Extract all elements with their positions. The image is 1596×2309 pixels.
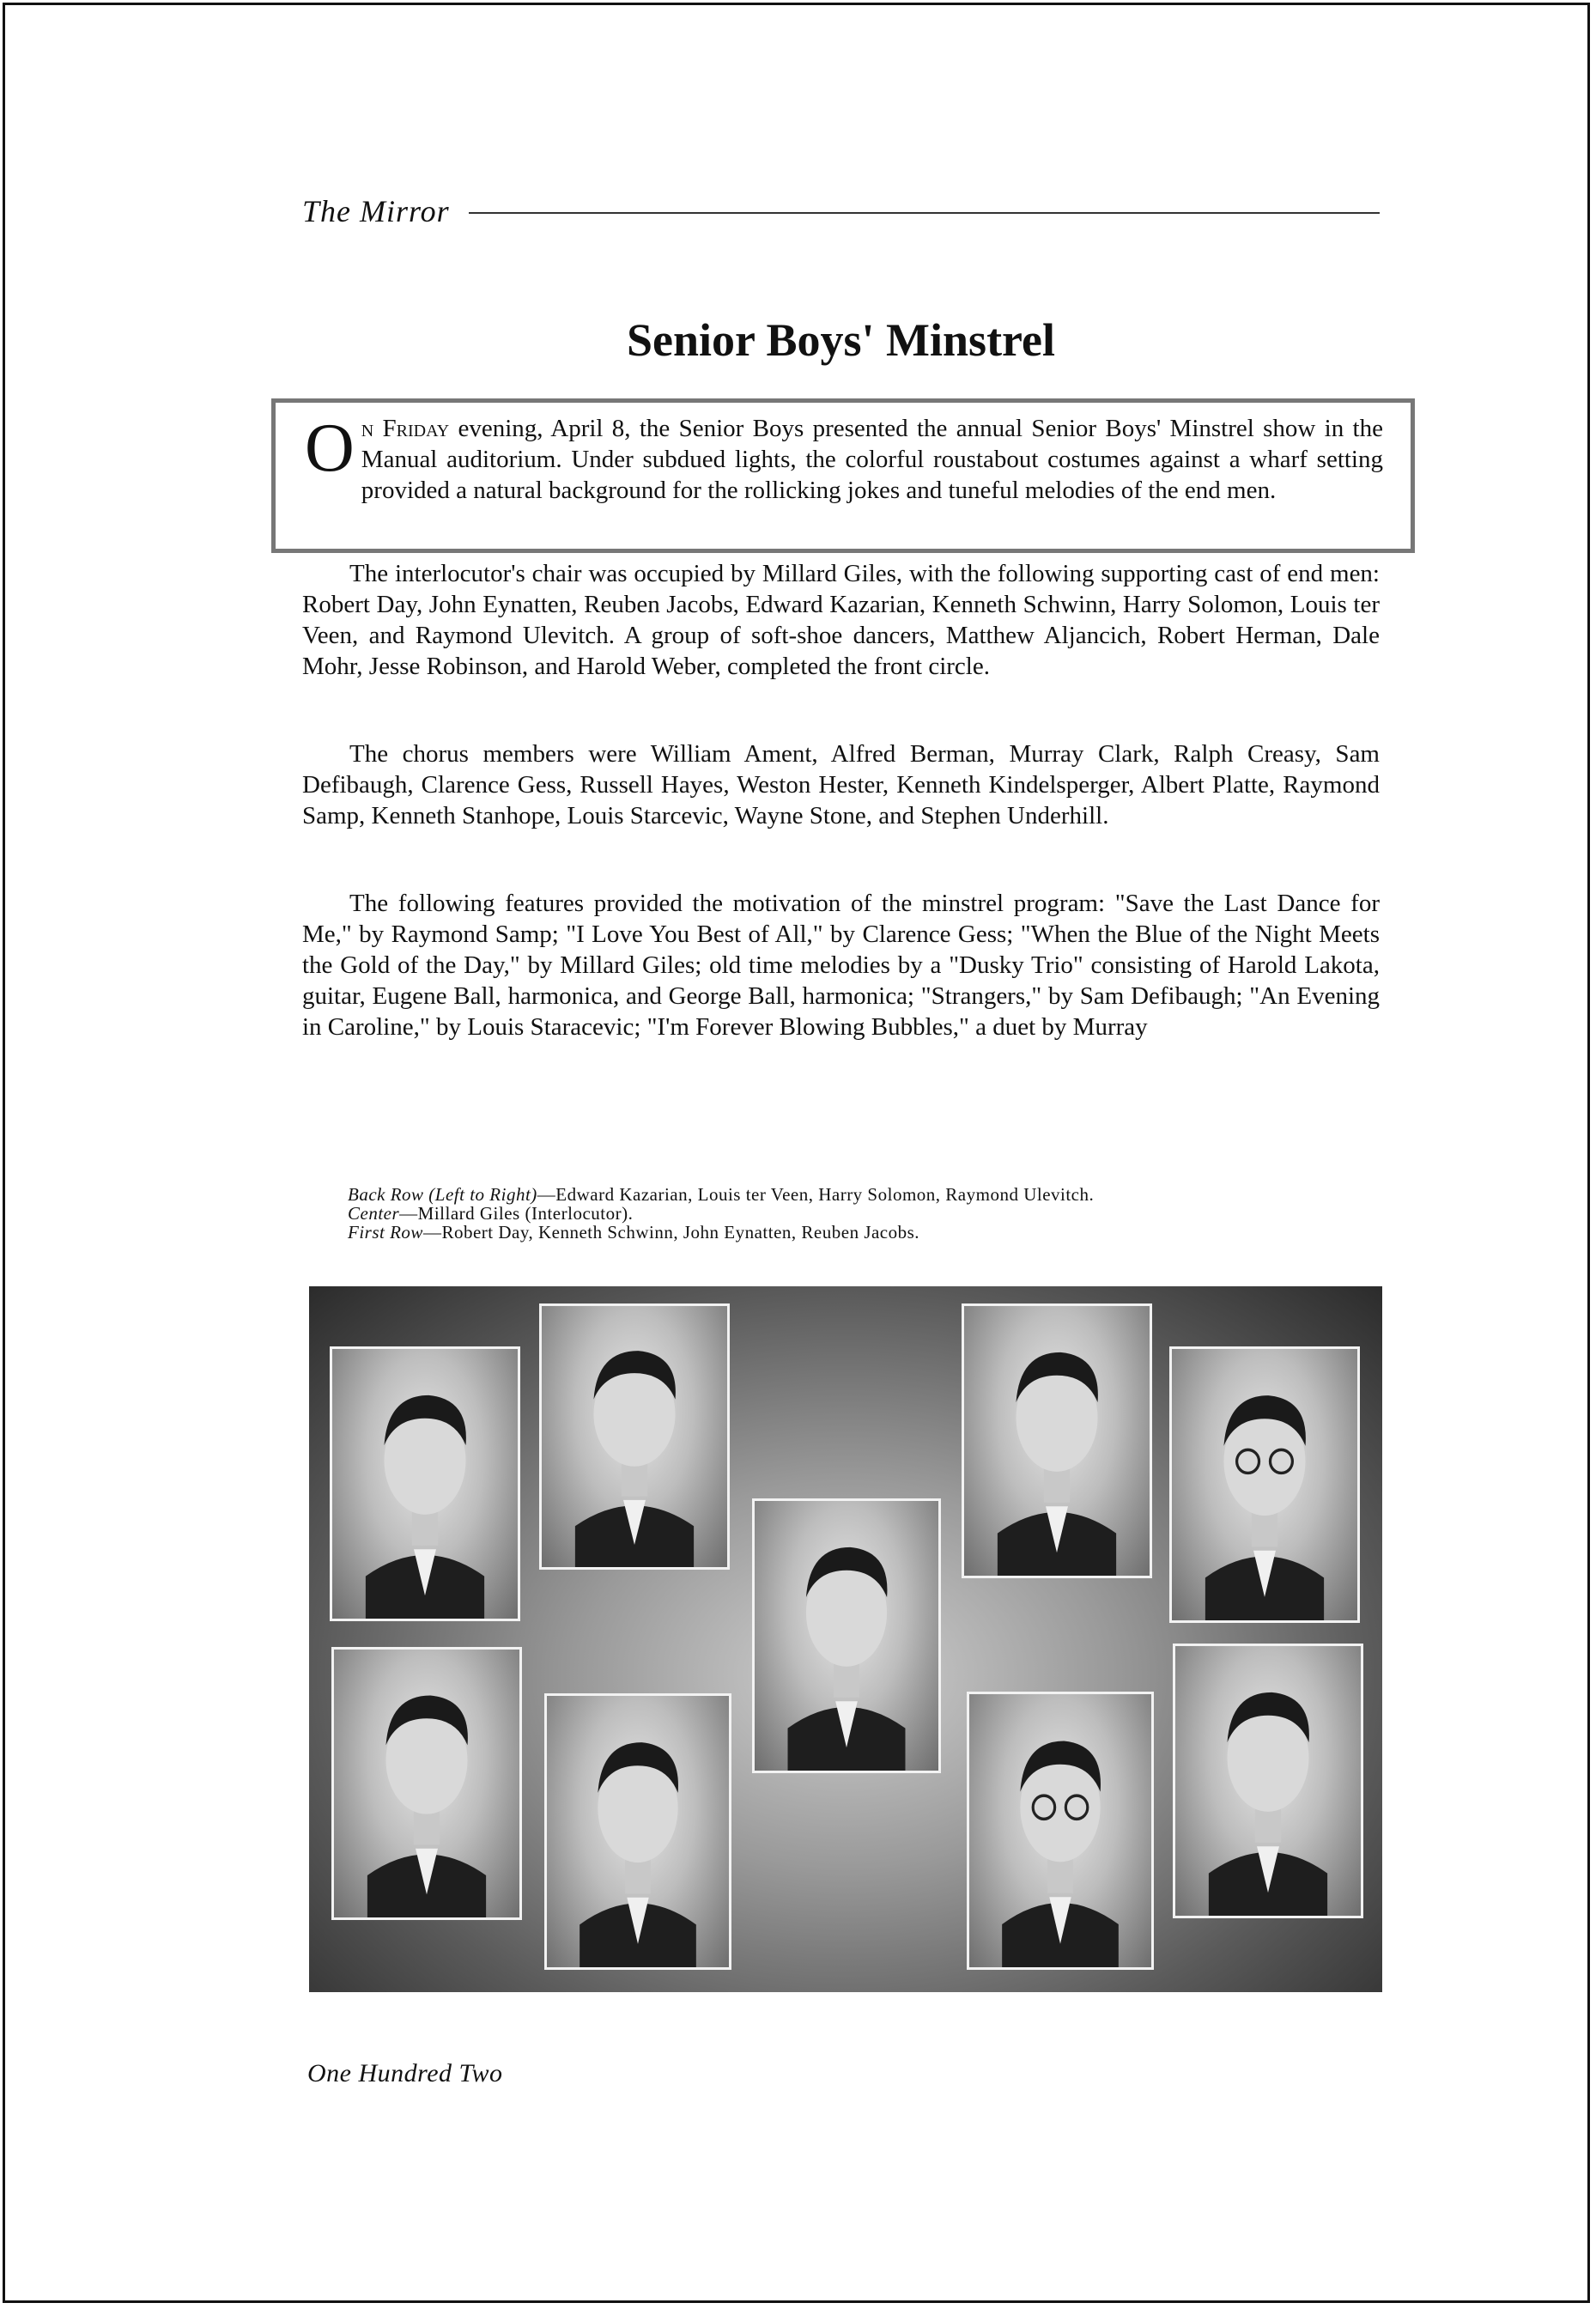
caption-back-row: Back Row (Left to Right)—Edward Kazarian, Louis ter Veen, Harry Solomon, Raymond Ulevitch. <box>348 1184 1095 1205</box>
portrait-photo <box>330 1346 520 1621</box>
drop-cap: O <box>305 410 355 486</box>
portrait-photo <box>962 1303 1152 1578</box>
portrait-photo <box>1169 1346 1360 1623</box>
portrait-photo <box>967 1692 1154 1970</box>
lead-smallcaps: n Friday <box>361 415 450 442</box>
paragraph-cast: The interlocutor's chair was occupied by Millard Giles, with the following supporting cast of end men: Robert Day, John Eynatten, Reuben Jacobs, Edward Kazarian, Kenneth Schwinn, Harry Solomon, Louis ter Veen, and Raymond Ulevitch. A group of soft-shoe dancers, Matthew Aljancich, Robert Herman, Dale Mohr, Jesse Robinson, and Harold Weber, completed the front circle. <box>302 560 1380 680</box>
article-title: Senior Boys' Minstrel <box>626 314 1056 366</box>
portrait-photo <box>539 1303 730 1570</box>
caption-center: Center—Millard Giles (Interlocutor). <box>348 1203 634 1224</box>
paragraph-features: The following features provided the motivation of the minstrel program: "Save the Last Dance for Me," by Raymond Samp; "I Love You Best of All," by Clarence Gess; "When the Blue of the Night Meets the Gold of the Day," by Millard Giles; old time melodies by a "Dusky Trio" consisting of Harold Lakota, guitar, Eugene Ball, harmonica, and George Ball, harmonica; "Strangers," by Sam Defibaugh; "An Evening in Caroline," by Louis Staracevic; "I'm Forever Blowing Bubbles," a duet by Murray <box>302 890 1380 1041</box>
portrait-photo <box>331 1647 522 1920</box>
lead-paragraph-box <box>271 398 1415 553</box>
group-photo-panel <box>309 1286 1382 1992</box>
header-rule <box>469 212 1380 214</box>
running-head <box>302 191 1380 232</box>
page-number: One Hundred Two <box>307 2059 503 2087</box>
portrait-photo <box>544 1693 731 1970</box>
lead-text: evening, April 8, the Senior Boys presented the annual Senior Boys' Minstrel show in the Manual auditorium. Under subdued lights, the colorful roustabout costumes against a wharf setting provided a natural background for the rollicking jokes and tuneful melodies of the end men. <box>361 415 1383 504</box>
photo-caption <box>348 1185 1378 1242</box>
paragraph-chorus: The chorus members were William Ament, Alfred Berman, Murray Clark, Ralph Creasy, Sam Defibaugh, Clarence Gess, Russell Hayes, Weston Hester, Kenneth Kindelsperger, Albert Platte, Raymond Samp, Kenneth Stanhope, Louis Starcevic, Wayne Stone, and Stephen Underhill. <box>302 740 1380 829</box>
caption-first-row: First Row—Robert Day, Kenneth Schwinn, John Eynatten, Reuben Jacobs. <box>348 1222 920 1243</box>
portrait-photo <box>752 1498 941 1773</box>
publication-title: The Mirror <box>302 194 450 228</box>
portrait-photo <box>1173 1644 1363 1918</box>
